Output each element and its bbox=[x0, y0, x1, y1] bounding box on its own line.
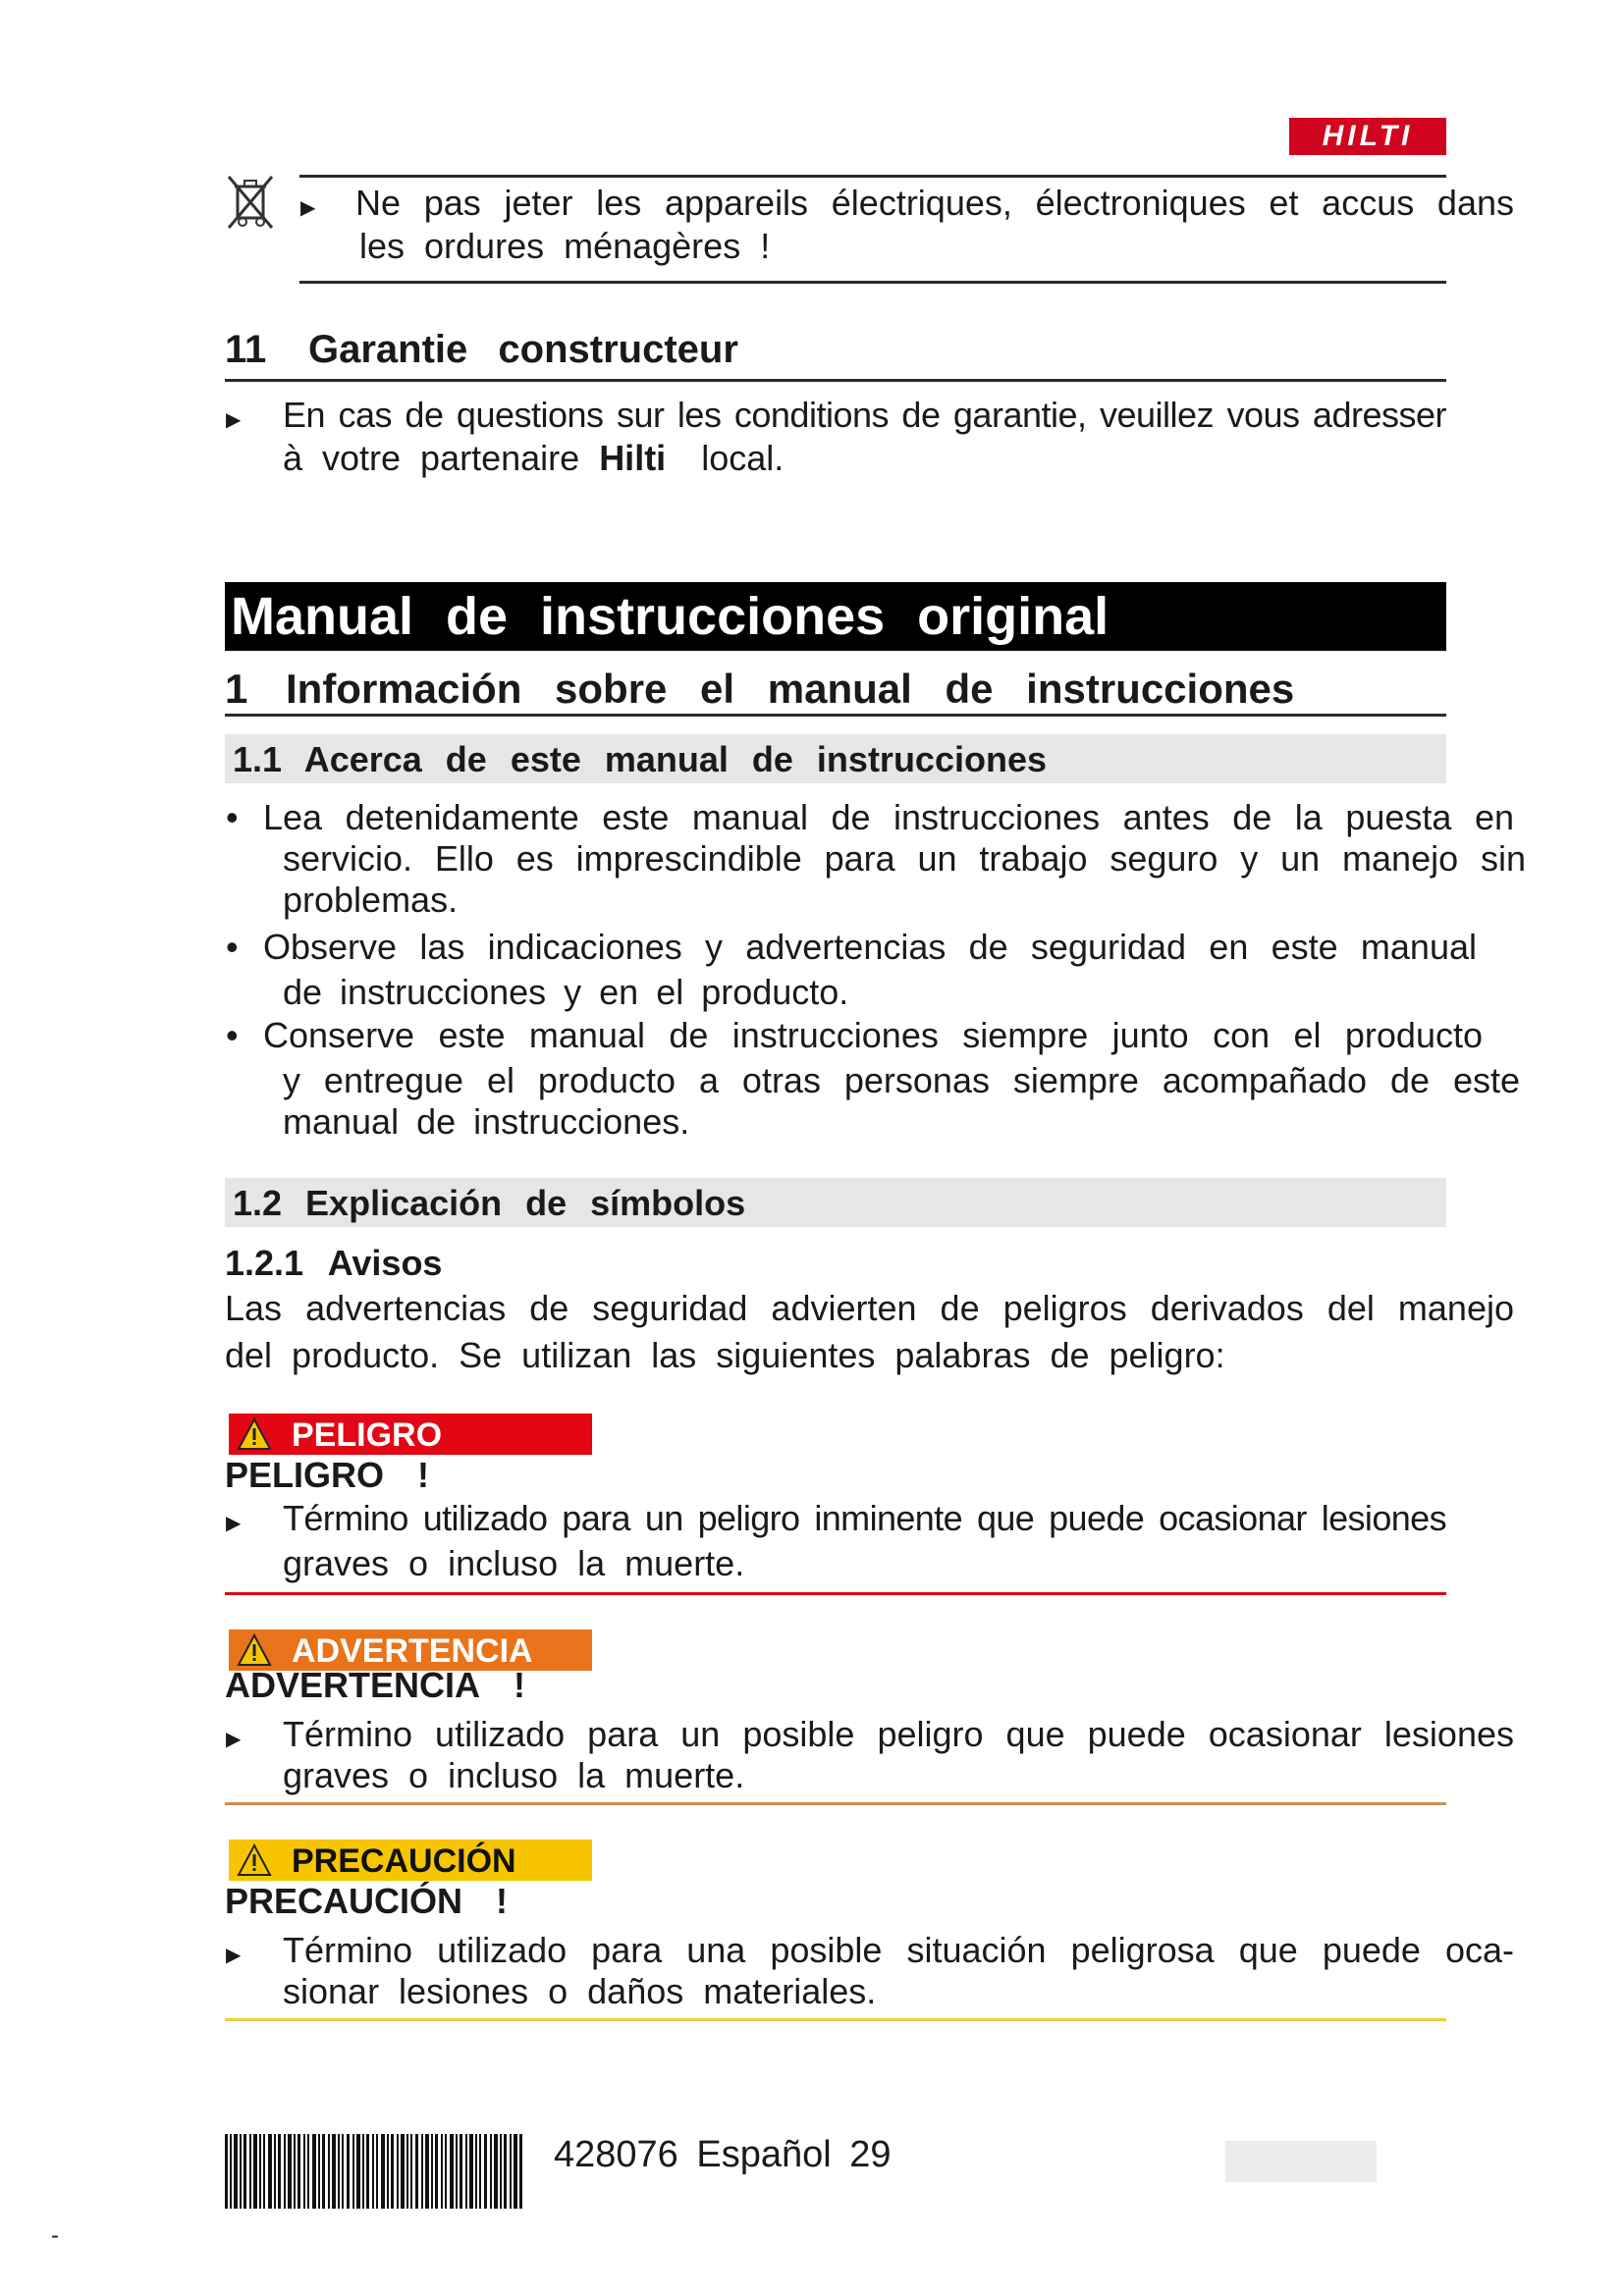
bullet-triangle-icon: ▶ bbox=[300, 197, 316, 219]
bullet-text: manual de instrucciones. bbox=[283, 1101, 690, 1142]
signal-desc-line1: Término utilizado para un peligro inminente que puede ocasionar lesiones bbox=[283, 1498, 1446, 1538]
disposal-text-line1: Ne pas jeter les appareils électriques, électroniques et accus dans bbox=[355, 183, 1514, 223]
bullet-text: y entregue el producto a otras personas siempre acompañado de este bbox=[283, 1060, 1520, 1100]
section-number: 1 bbox=[225, 666, 248, 712]
divider bbox=[299, 281, 1446, 284]
signal-label-text: PELIGRO bbox=[292, 1416, 443, 1454]
signal-desc-line1: Término utilizado para una posible situación peligrosa que puede oca- bbox=[283, 1930, 1514, 1970]
bullet-triangle-icon: ▶ bbox=[226, 1729, 242, 1750]
bullet-text: Conserve este manual de instrucciones siempre junto con el producto bbox=[263, 1015, 1483, 1055]
bullet-dot: • bbox=[226, 797, 239, 837]
signal-label-caution bbox=[229, 1840, 592, 1881]
footer-box bbox=[1225, 2141, 1377, 2182]
disposal-text-line2: les ordures ménagères ! bbox=[359, 226, 771, 266]
subsection-heading: 1.2 Explicación de símbolos bbox=[225, 1178, 1446, 1227]
bullet-dot: • bbox=[226, 1015, 239, 1055]
section-title: Información sobre el manual de instrucciones bbox=[286, 666, 1295, 712]
crossed-out-wheelie-bin-icon bbox=[225, 173, 278, 230]
warranty-text-post: local. bbox=[701, 438, 785, 478]
divider bbox=[225, 379, 1446, 382]
signal-desc-line2: sionar lesiones o daños materiales. bbox=[283, 1971, 877, 2011]
manual-banner: Manual de instrucciones original bbox=[225, 582, 1446, 651]
bullet-text: de instrucciones y en el producto. bbox=[283, 972, 849, 1012]
warning-triangle-icon bbox=[237, 1633, 272, 1667]
signal-word: PRECAUCIÓN ! bbox=[225, 1881, 509, 1921]
bullet-text: problemas. bbox=[283, 880, 459, 920]
divider bbox=[225, 714, 1446, 717]
hilti-logo: HILTI bbox=[1289, 118, 1446, 155]
signal-rule bbox=[225, 1802, 1446, 1805]
warranty-text-line2 bbox=[283, 438, 784, 479]
intro-text-line2: del producto. Se utilizan las siguientes palabras de peligro: bbox=[225, 1335, 1225, 1375]
divider bbox=[299, 175, 1446, 178]
bullet-triangle-icon: ▶ bbox=[226, 409, 242, 431]
bullet-dot: • bbox=[226, 927, 239, 967]
subsubsection-heading: 1.2.1 Avisos bbox=[225, 1243, 443, 1283]
doc-number: 428076 bbox=[554, 2134, 678, 2175]
bullet-text: Observe las indicaciones y advertencias de seguridad en este manual bbox=[263, 927, 1477, 967]
signal-rule bbox=[225, 2018, 1446, 2021]
bullet-triangle-icon: ▶ bbox=[226, 1513, 242, 1534]
barcode bbox=[225, 2134, 523, 2209]
signal-label-danger bbox=[229, 1414, 592, 1455]
language: Español bbox=[696, 2134, 832, 2175]
signal-word: ADVERTENCIA ! bbox=[225, 1665, 526, 1705]
page-number: 29 bbox=[849, 2134, 892, 2175]
signal-label-text: ADVERTENCIA bbox=[292, 1632, 533, 1670]
warning-triangle-icon bbox=[237, 1417, 272, 1451]
bullet-text: Lea detenidamente este manual de instrucciones antes de la puesta en bbox=[263, 797, 1514, 837]
signal-desc-line1: Término utilizado para un posible peligro que puede ocasionar lesiones bbox=[283, 1714, 1514, 1754]
signal-rule bbox=[225, 1592, 1446, 1595]
section-title: Garantie constructeur bbox=[308, 328, 738, 371]
signal-desc-line2: graves o incluso la muerte. bbox=[283, 1543, 745, 1583]
warranty-text-pre: à votre partenaire bbox=[283, 438, 580, 478]
signal-label-text: PRECAUCIÓN bbox=[292, 1842, 516, 1880]
warning-triangle-icon bbox=[237, 1843, 272, 1877]
page-dash: - bbox=[51, 2222, 59, 2249]
subsection-heading: 1.1 Acerca de este manual de instrucciones bbox=[225, 734, 1446, 783]
intro-text-line1: Las advertencias de seguridad advierten de peligros derivados del manejo bbox=[225, 1288, 1514, 1328]
section-number: 11 bbox=[225, 328, 267, 371]
bullet-text: servicio. Ello es imprescindible para un trabajo seguro y un manejo sin bbox=[283, 838, 1526, 879]
footer-label bbox=[554, 2134, 892, 2176]
bullet-triangle-icon: ▶ bbox=[226, 1945, 242, 1966]
signal-desc-line2: graves o incluso la muerte. bbox=[283, 1755, 745, 1795]
warranty-brand: Hilti bbox=[599, 438, 667, 478]
signal-word: PELIGRO ! bbox=[225, 1455, 430, 1495]
warranty-text-line1: En cas de questions sur les conditions de garantie, veuillez vous adresser bbox=[283, 395, 1446, 435]
